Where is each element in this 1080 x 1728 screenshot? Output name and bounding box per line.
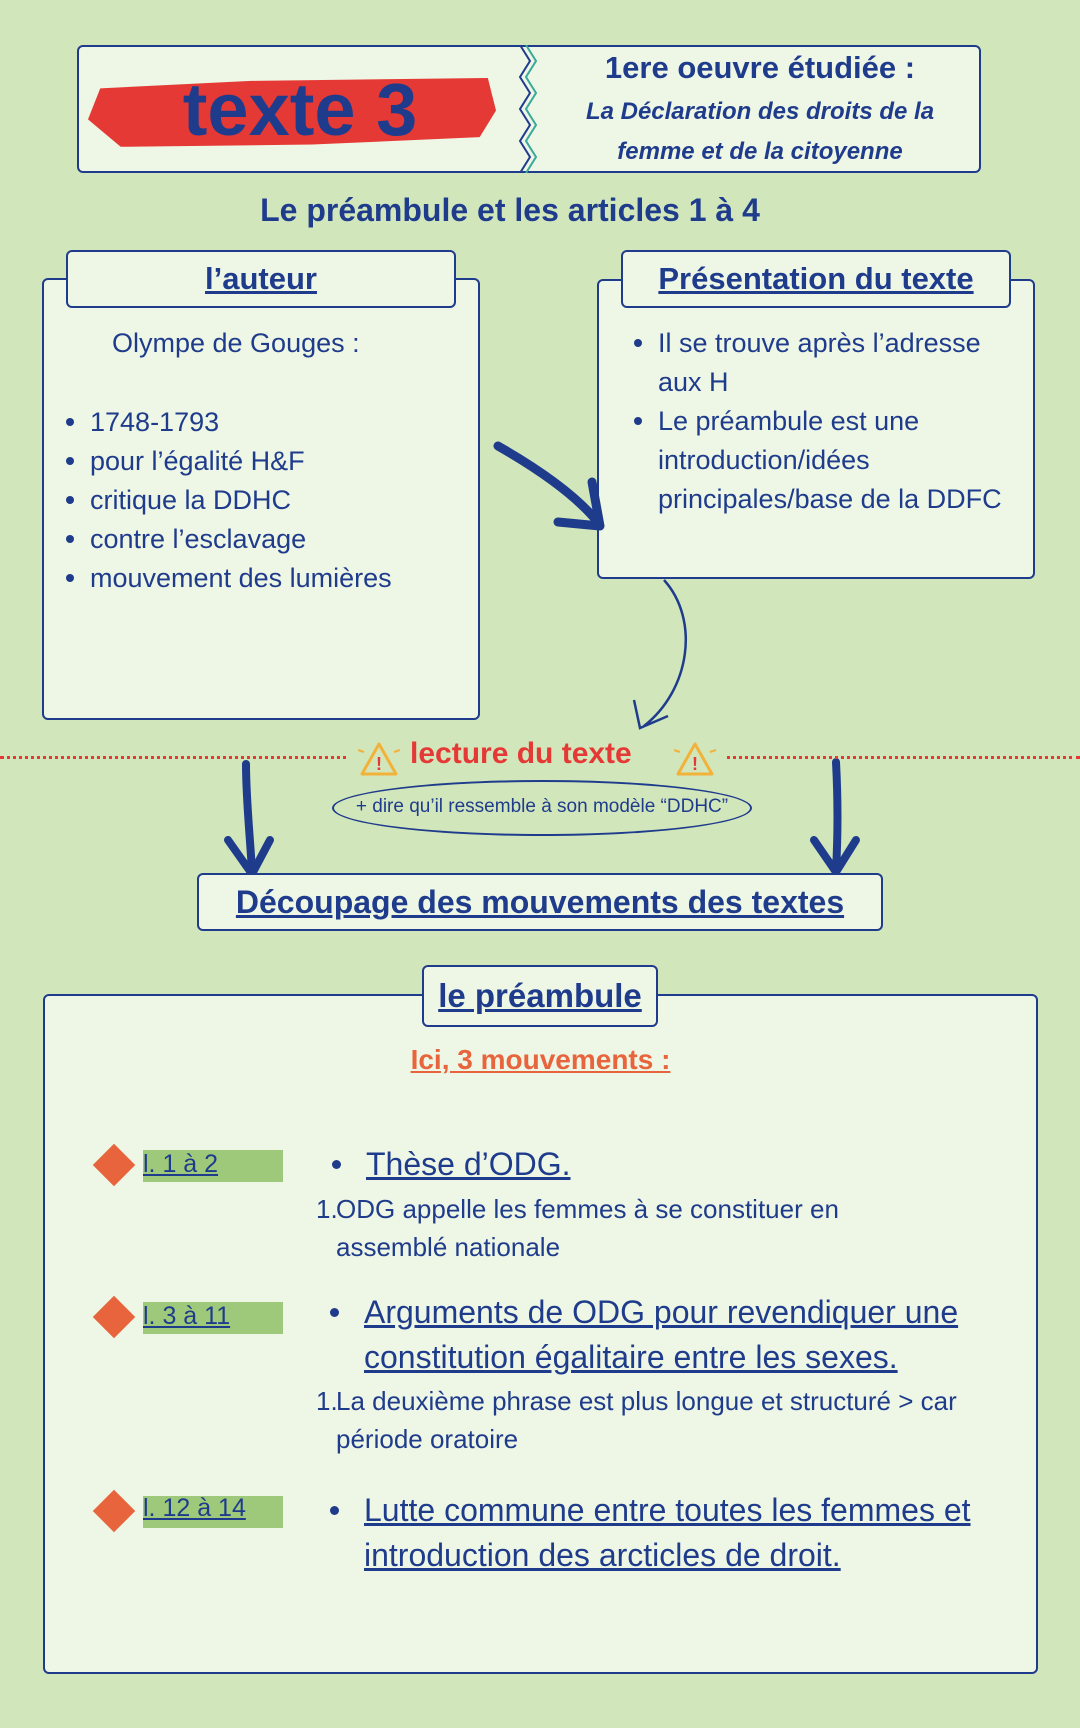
work-title xyxy=(540,92,980,172)
down-arrow-icon xyxy=(228,764,270,874)
warning-icon xyxy=(672,738,718,778)
line-range: l. 3 à 11 xyxy=(143,1302,231,1330)
list-item: contre l’esclavage xyxy=(62,520,462,559)
movements-intro: Ici, 3 mouvements : xyxy=(410,1044,671,1075)
svg-text:!: ! xyxy=(376,754,382,774)
text-number-badge: texte 3 xyxy=(182,68,418,151)
list-item: Il se trouve après l’adresse aux H xyxy=(630,324,1025,402)
list-item: pour l’égalité H&F xyxy=(62,442,462,481)
reading-note: + dire qu’il ressemble à son modèle “DDHC” xyxy=(355,796,729,817)
movement-title: Arguments de ODG pour revendiquer une constitution égalitaire entre les sexes. xyxy=(364,1290,1024,1380)
presentation-title: Présentation du texte xyxy=(658,261,974,296)
author-title: l’auteur xyxy=(205,261,317,296)
movement-note-text: La deuxième phrase est plus longue et structuré > car période oratoire xyxy=(336,1386,957,1454)
list-item: mouvement des lumières xyxy=(62,559,462,598)
movement-note-text: ODG appelle les femmes à se constituer en assemblé nationale xyxy=(336,1194,839,1262)
list-item: Le préambule est une introduction/idées principales/base de la DDFC xyxy=(630,402,1025,519)
svg-text:!: ! xyxy=(692,754,698,774)
line-range: l. 12 à 14 xyxy=(143,1494,246,1522)
work-title-line1: La Déclaration des droits de la xyxy=(585,98,935,125)
down-arrow-icon xyxy=(634,580,686,728)
decoupage-title: Découpage des mouvements des textes xyxy=(235,884,845,920)
warning-icon xyxy=(356,738,402,778)
zigzag-divider xyxy=(516,45,540,173)
movement-title: Lutte commune entre toutes les femmes et introduction des arcticles de droit. xyxy=(364,1488,1034,1578)
work-heading: 1ere oeuvre étudiée : xyxy=(604,50,916,85)
movement-note: 1. La deuxième phrase est plus longue et structuré > car période oratoire xyxy=(316,1382,1006,1458)
movement-note: 1. ODG appelle les femmes à se constituer en assemblé nationale xyxy=(316,1190,956,1266)
author-facts-list xyxy=(62,403,462,598)
curved-arrow-icon xyxy=(498,446,600,526)
author-name: Olympe de Gouges : xyxy=(112,328,360,358)
work-title-line2: femme et de la citoyenne xyxy=(617,138,903,165)
list-item: 1748-1793 xyxy=(62,403,462,442)
presentation-list xyxy=(630,324,1025,519)
list-item: critique la DDHC xyxy=(62,481,462,520)
line-range: l. 1 à 2 xyxy=(143,1150,219,1178)
preamble-title: le préambule xyxy=(438,977,642,1014)
movement-title: Thèse d’ODG. xyxy=(366,1142,1026,1187)
down-arrow-icon xyxy=(814,762,856,872)
page-subtitle: Le préambule et les articles 1 à 4 xyxy=(260,192,760,228)
reading-label: lecture du texte xyxy=(410,737,632,770)
